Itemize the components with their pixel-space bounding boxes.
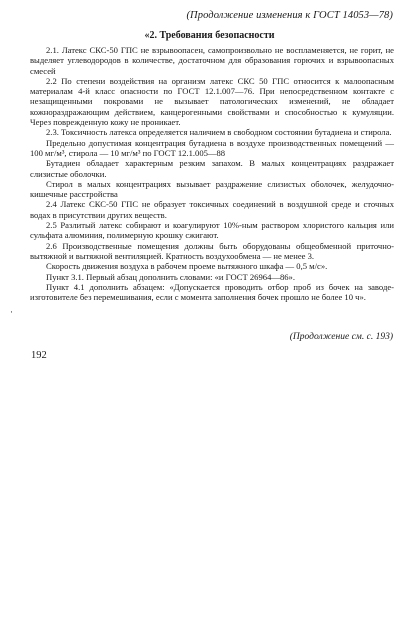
paragraph-2-3: 2.3. Токсичность латекса определяется наличием в свободном состоянии бутадиена и стирола. [46,127,392,138]
header-reference: (Продолжение изменения к ГОСТ 14053—78) [186,10,393,21]
document-body [30,45,394,302]
paragraph-pdk: Предельно допустимая концентрация бутадиена в воздухе производственных помещений — 100 мг/м³, стирола — 10 мг/м³ по ГОСТ 12.1.005—88 [30,137,394,158]
section-title: «2. Требования безопасности [144,30,275,41]
continuation-note: (Продолжение см. с. 193) [289,332,393,342]
margin-mark: · [10,307,13,317]
paragraph-2-4: 2.4 Латекс СКС-50 ГПС не образует токсичных соединений в воздушной среде и сточных водах в присутствии других веществ. [30,199,394,220]
page-number: 192 [31,350,47,361]
paragraph-item-3-1: Пункт 3.1. Первый абзац дополнить словами: «и ГОСТ 26964—86». [46,271,295,282]
paragraph-air-speed: Скорость движения воздуха в рабочем проеме вытяжного шкафа — 0,5 м/с». [46,261,328,272]
paragraph-item-4-1: Пункт 4.1 дополнить абзацем: «Допускается проводить отбор проб из бочек на заводе-изготовителе без перемешивания, если с момента заполнения бочек прошло не более 10 ч». [30,281,394,303]
paragraph-styrene: Стирол в малых концентрациях вызывает раздражение слизистых оболочек, желудочно-кишечные расстройства [30,178,394,200]
paragraph-2-1: 2.1. Латекс СКС-50 ГПС не взрывоопасен, самопроизвольно не воспламеняется, не горит, не выделяет углеводородов в количестве, достаточном для образования горючих и взрывоопасных смесей [30,45,394,76]
paragraph-butadiene: Бутадиен обладает характерным резким запахом. В малых концентрациях раздражает слизистые оболочки. [30,158,394,179]
paragraph-2-6: 2.6 Производственные помещения должны быть оборудованы общеобменной приточно-вытяжной и вытяжной вентиляцией. Кратность воздухообмена — не менее 3. [30,240,394,261]
paragraph-2-2: 2.2 По степени воздействия на организм латекс СКС 50 ГПС относится к малоопасным материалам 4-й класс опасности по ГОСТ 12.1.007—76. При непосредственном контакте с незащищенными покровами не вызывает патологических изменений, не обладает кожнораздражающим действием, канцерогенными свойствами и способностью к кумуляции. Через поврежденную кожу не проникает. [30,75,394,128]
paragraph-2-5: 2.5 Разлитый латекс собирают и коагулируют 10%-ным раствором хлористого кальция или сульфата алюминия, полимерную крошку сжигают. [30,220,394,241]
